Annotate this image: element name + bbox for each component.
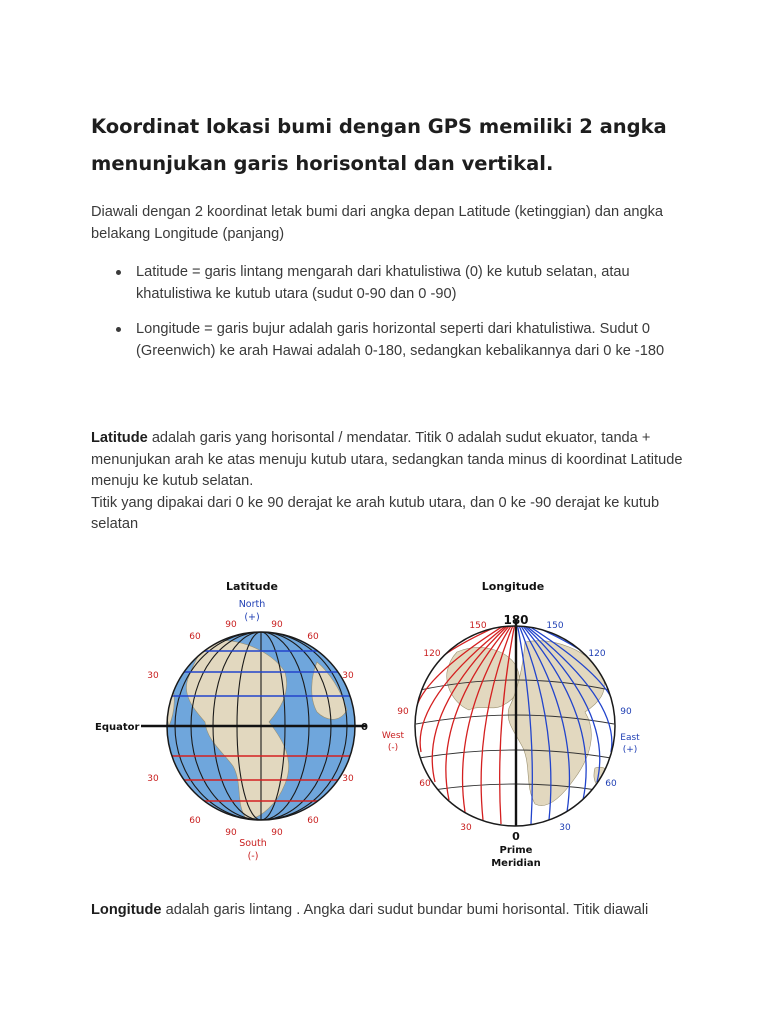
east-sign-label: (+) bbox=[622, 745, 638, 755]
lat-60-right-label: 60 bbox=[307, 632, 319, 642]
lon-120e-label: 120 bbox=[588, 649, 606, 659]
lat-60s-left-label: 60 bbox=[189, 816, 201, 826]
lon-150e-label: 150 bbox=[546, 621, 564, 631]
lon-30w-label: 30 bbox=[460, 823, 472, 833]
lon-180-label: 180 bbox=[503, 613, 529, 627]
bullet-latitude bbox=[91, 262, 691, 305]
lat-60s-right-label: 60 bbox=[307, 816, 319, 826]
longitude-paragraph-text: adalah garis lintang . Angka dari sudut bundar bumi horisontal. Titik diawali bbox=[161, 902, 649, 918]
lat-30s-left-label: 30 bbox=[147, 774, 159, 784]
longitude-paragraph bbox=[91, 900, 691, 922]
lat-90s-left-label: 90 bbox=[225, 828, 237, 838]
south-label: South bbox=[239, 838, 267, 849]
lat-90-left-label: 90 bbox=[225, 620, 237, 630]
lat-90s-right-label: 90 bbox=[271, 828, 283, 838]
north-label: North bbox=[238, 599, 266, 610]
west-label: West bbox=[381, 731, 405, 741]
prime-label: Prime bbox=[499, 845, 533, 856]
page-title: Koordinat lokasi bumi dengan GPS memiliki 2 angka menunjukan garis horisontal dan vertikal. bbox=[91, 115, 667, 175]
latitude-paragraph-line2: Titik yang dipakai dari 0 ke 90 derajat ke arah kutub utara, dan 0 ke -90 derajat ke kutub selatan bbox=[91, 494, 660, 532]
longitude-title: Longitude bbox=[481, 580, 545, 593]
bullet-longitude bbox=[91, 319, 691, 362]
longitude-globe bbox=[382, 580, 640, 869]
lat-30n-right-label: 30 bbox=[342, 671, 354, 681]
meridian-label: Meridian bbox=[491, 858, 541, 869]
lon-30e-label: 30 bbox=[559, 823, 571, 833]
lon-60w-label: 60 bbox=[419, 779, 431, 789]
west-sign-label: (-) bbox=[387, 743, 399, 753]
lat-90-right-label: 90 bbox=[271, 620, 283, 630]
bullet-longitude-text: Longitude = garis bujur adalah garis horizontal seperti dari khatulistiwa. Sudut 0 (Greenwich) ke arah Hawai adalah 0-180, sedangkan kebalikannya dari 0 ke -180 bbox=[136, 321, 665, 359]
latitude-term: Latitude bbox=[91, 430, 148, 446]
lon-120w-label: 120 bbox=[423, 649, 441, 659]
lon-150w-label: 150 bbox=[469, 621, 487, 631]
east-label: East bbox=[620, 733, 640, 743]
lat-30n-left-label: 30 bbox=[147, 671, 159, 681]
bullet-latitude-text: Latitude = garis lintang mengarah dari khatulistiwa (0) ke kutub selatan, atau khatulistiwa ke kutub utara (sudut 0-90 dan 0 -90) bbox=[136, 264, 630, 302]
lon-90w-label: 90 bbox=[397, 707, 409, 717]
intro-paragraph: Diawali dengan 2 koordinat letak bumi dari angka depan Latitude (ketinggian) dan angka belakang Longitude (panjang) bbox=[91, 204, 663, 242]
lat-60-left-label: 60 bbox=[189, 632, 201, 642]
bullet-dot-icon bbox=[116, 270, 121, 275]
equator-zero-label: 0 bbox=[361, 722, 368, 733]
lon-0-label: 0 bbox=[512, 830, 520, 843]
latitude-paragraph-line1: adalah garis yang horisontal / mendatar. Titik 0 adalah sudut ekuator, tanda + menunjukan arah ke atas menuju kutub utara, sedangkan tanda minus di koordinat Latitude menuju ke kutub selatan. bbox=[91, 430, 683, 489]
coordinate-bullet-list bbox=[91, 262, 691, 376]
latitude-longitude-figure bbox=[85, 572, 665, 872]
latitude-paragraph bbox=[91, 428, 691, 536]
south-sign-label: (-) bbox=[247, 851, 259, 862]
lon-90e-label: 90 bbox=[620, 707, 632, 717]
latitude-globe bbox=[95, 580, 368, 862]
bullet-dot-icon bbox=[116, 327, 121, 332]
lon-60e-label: 60 bbox=[605, 779, 617, 789]
equator-label: Equator bbox=[95, 722, 140, 733]
latitude-title: Latitude bbox=[226, 580, 278, 593]
lat-30s-right-label: 30 bbox=[342, 774, 354, 784]
longitude-term: Longitude bbox=[91, 902, 162, 918]
north-sign-label: (+) bbox=[244, 612, 260, 623]
